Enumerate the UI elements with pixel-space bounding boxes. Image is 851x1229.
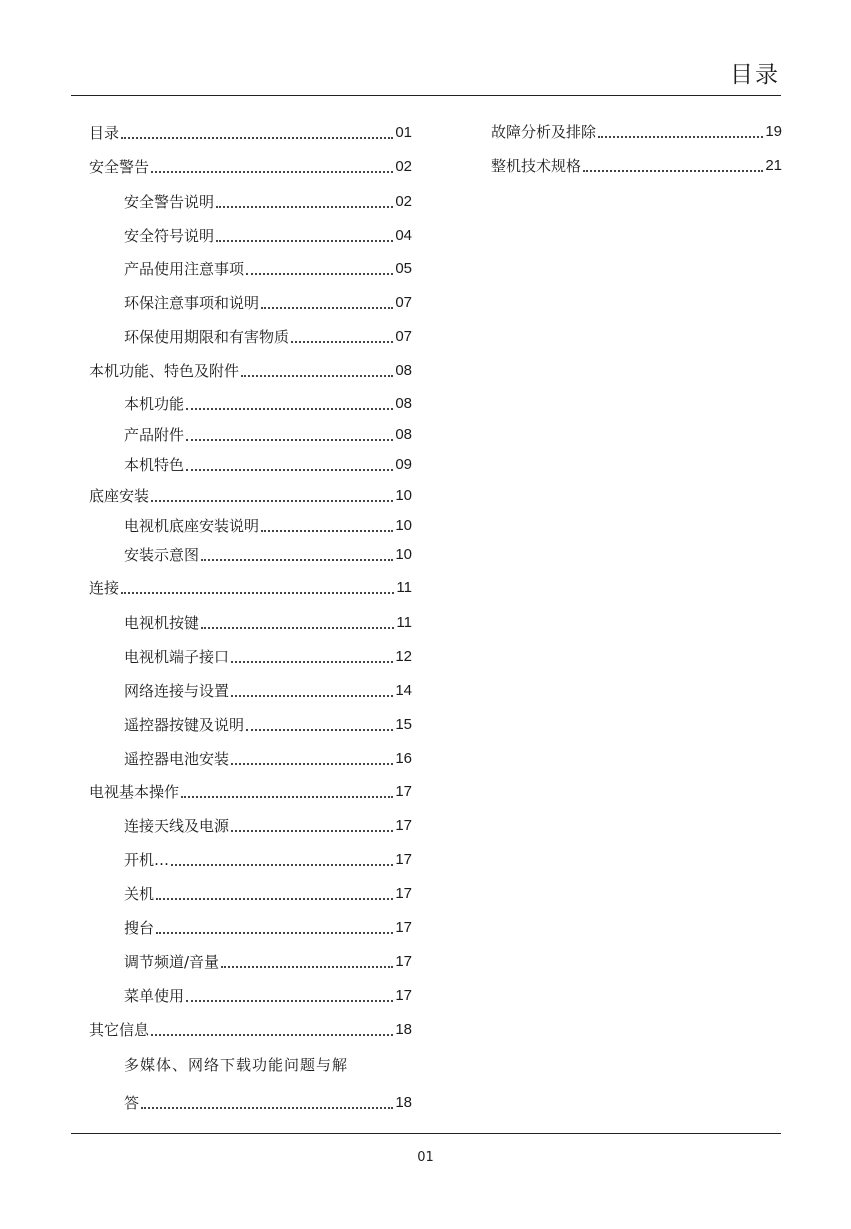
toc-entry-page: 14 — [395, 682, 412, 699]
page-title: 目录 — [730, 62, 780, 88]
toc-entry-safety-symbols[interactable] — [124, 226, 412, 246]
toc-entry-label: 产品附件 — [124, 426, 185, 444]
toc-entry-power-on[interactable] — [124, 850, 412, 870]
toc-entry-page: 12 — [395, 648, 412, 665]
toc-entry-label: 其它信息 — [89, 1021, 150, 1039]
toc-entry-channel-volume[interactable] — [124, 952, 412, 972]
dot-leader — [261, 307, 393, 309]
toc-entry-page: 07 — [395, 328, 412, 345]
toc-entry-hazardous-substances[interactable] — [124, 327, 412, 347]
toc-entry-basic-operation[interactable] — [89, 782, 412, 802]
toc-entry-page: 04 — [395, 227, 412, 244]
toc-entry-multimedia-faq[interactable] — [124, 1055, 412, 1075]
toc-entry-tv-buttons[interactable] — [124, 613, 412, 633]
dot-leader — [151, 1034, 393, 1036]
toc-entry-label: 安全警告 — [89, 158, 150, 176]
toc-entry-label: 安全符号说明 — [124, 227, 215, 245]
toc-entry-features-accessories[interactable] — [89, 361, 412, 381]
toc-entry-page: 02 — [395, 158, 412, 175]
toc-entry-label: 安装示意图 — [124, 546, 200, 564]
dot-leader — [583, 170, 763, 172]
toc-entry-label: 电视机端子接口 — [124, 648, 230, 666]
dot-leader — [151, 171, 393, 173]
toc-entry-usage-precautions[interactable] — [124, 259, 412, 279]
toc-entry-label: 整机技术规格 — [491, 157, 582, 175]
dot-leader — [231, 661, 393, 663]
toc-entry-page: 17 — [395, 953, 412, 970]
dot-leader — [171, 864, 393, 866]
dot-leader — [186, 408, 393, 410]
toc-entry-accessories[interactable] — [124, 425, 412, 445]
dot-leader — [186, 469, 393, 471]
dot-leader — [598, 136, 763, 138]
toc-entry-label: 连接天线及电源 — [124, 817, 230, 835]
toc-entry-page: 07 — [395, 294, 412, 311]
toc-entry-label: 环保使用期限和有害物质 — [124, 328, 290, 346]
toc-entry-page: 17 — [395, 987, 412, 1004]
toc-entry-label: 故障分析及排除 — [491, 123, 597, 141]
toc-entry-page: 10 — [395, 517, 412, 534]
dot-leader — [121, 137, 393, 139]
toc-entry-stand-instructions[interactable] — [124, 516, 412, 536]
toc-entry-installation-diagram[interactable] — [124, 545, 412, 565]
toc-entry-page: 09 — [395, 456, 412, 473]
toc-entry-label: 安全警告说明 — [124, 193, 215, 211]
dot-leader — [291, 341, 393, 343]
toc-entry-label: 菜单使用 — [124, 987, 185, 1005]
toc-entry-label: 电视基本操作 — [89, 783, 180, 801]
toc-entry-special-features[interactable] — [124, 455, 412, 475]
toc-entry-safety-warnings[interactable] — [89, 157, 412, 177]
toc-entry-page: 17 — [395, 919, 412, 936]
dot-leader — [141, 1107, 393, 1109]
toc-entry-stand-installation[interactable] — [89, 486, 412, 506]
toc-entry-page: 21 — [765, 157, 782, 174]
toc-entry-page: 08 — [395, 395, 412, 412]
footer-divider — [71, 1133, 781, 1134]
toc-entry-page: 11 — [396, 614, 412, 631]
toc-entry-page: 18 — [395, 1021, 412, 1038]
toc-entry-network-setup[interactable] — [124, 681, 412, 701]
toc-entry-functions[interactable] — [124, 394, 412, 414]
toc-entry-label: 答 — [124, 1094, 140, 1112]
dot-leader — [181, 796, 393, 798]
toc-entry-page: 10 — [395, 487, 412, 504]
toc-entry-remote-battery[interactable] — [124, 749, 412, 769]
toc-entry-troubleshooting[interactable] — [491, 122, 782, 142]
toc-entry-page: 17 — [395, 817, 412, 834]
toc-entry-power-off[interactable] — [124, 884, 412, 904]
dot-leader — [221, 966, 393, 968]
dot-leader — [151, 500, 393, 502]
toc-entry-label: 本机特色 — [124, 456, 185, 474]
dot-leader — [201, 627, 394, 629]
toc-entry-label: 本机功能 — [124, 395, 185, 413]
dot-leader — [186, 1000, 393, 1002]
toc-entry-page: 08 — [395, 426, 412, 443]
toc-entry-page: 17 — [395, 851, 412, 868]
toc-entry-page: 02 — [395, 193, 412, 210]
toc-entry-page: 11 — [396, 579, 412, 596]
toc-entry-multimedia-faq-continued[interactable] — [124, 1093, 412, 1113]
dot-leader — [261, 530, 393, 532]
dot-leader — [186, 439, 393, 441]
toc-entry-channel-search[interactable] — [124, 918, 412, 938]
toc-entry-other-info[interactable] — [89, 1020, 412, 1040]
toc-entry-remote-buttons[interactable] — [124, 715, 412, 735]
dot-leader — [246, 273, 393, 275]
toc-entry-label: 关机 — [124, 885, 155, 903]
toc-entry-label: 本机功能、特色及附件 — [89, 362, 240, 380]
dot-leader — [156, 898, 393, 900]
toc-entry-page: 10 — [395, 546, 412, 563]
dot-leader — [246, 729, 393, 731]
toc-entry-environmental-notes[interactable] — [124, 293, 412, 313]
page-number: 01 — [417, 1150, 434, 1165]
toc-entry-label: 多媒体、网络下载功能问题与解 — [124, 1056, 349, 1074]
toc-entry-label: 调节频道/音量 — [124, 953, 220, 971]
toc-entry-page: 18 — [395, 1094, 412, 1111]
dot-leader — [231, 763, 393, 765]
dot-leader — [231, 695, 393, 697]
toc-entry-connection[interactable] — [89, 578, 412, 598]
toc-entry-contents[interactable] — [89, 123, 412, 143]
toc-entry-antenna-power[interactable] — [124, 816, 412, 836]
toc-entry-page: 05 — [395, 260, 412, 277]
toc-entry-page: 01 — [395, 124, 412, 141]
toc-entry-menu-usage[interactable] — [124, 986, 412, 1006]
dot-leader — [241, 375, 393, 377]
toc-right-column — [491, 0, 782, 200]
toc-entry-label: 底座安装 — [89, 487, 150, 505]
toc-entry-page: 16 — [395, 750, 412, 767]
toc-entry-label: 网络连接与设置 — [124, 682, 230, 700]
toc-entry-tv-ports[interactable] — [124, 647, 412, 667]
toc-entry-specifications[interactable] — [491, 156, 782, 176]
toc-entry-safety-warning-notes[interactable] — [124, 192, 412, 212]
dot-leader — [216, 240, 393, 242]
dot-leader — [156, 932, 393, 934]
dot-leader — [231, 830, 393, 832]
toc-entry-label: 遥控器按键及说明 — [124, 716, 245, 734]
dot-leader — [216, 206, 393, 208]
toc-entry-label: 目录 — [89, 124, 120, 142]
toc-entry-page: 15 — [395, 716, 412, 733]
toc-entry-label: 电视机按键 — [124, 614, 200, 632]
toc-entry-page: 17 — [395, 885, 412, 902]
toc-entry-page: 08 — [395, 362, 412, 379]
toc-entry-page: 19 — [765, 123, 782, 140]
toc-entry-label: 环保注意事项和说明 — [124, 294, 260, 312]
dot-leader — [121, 592, 394, 594]
toc-entry-label: 电视机底座安装说明 — [124, 517, 260, 535]
toc-entry-label: 产品使用注意事项 — [124, 260, 245, 278]
toc-entry-page: 17 — [395, 783, 412, 800]
toc-left-column — [89, 0, 412, 1229]
toc-entry-label: 搜台 — [124, 919, 155, 937]
toc-entry-label: 连接 — [89, 579, 120, 597]
toc-entry-label: 遥控器电池安装 — [124, 750, 230, 768]
toc-entry-label: 开机… — [124, 851, 170, 869]
dot-leader — [201, 559, 393, 561]
